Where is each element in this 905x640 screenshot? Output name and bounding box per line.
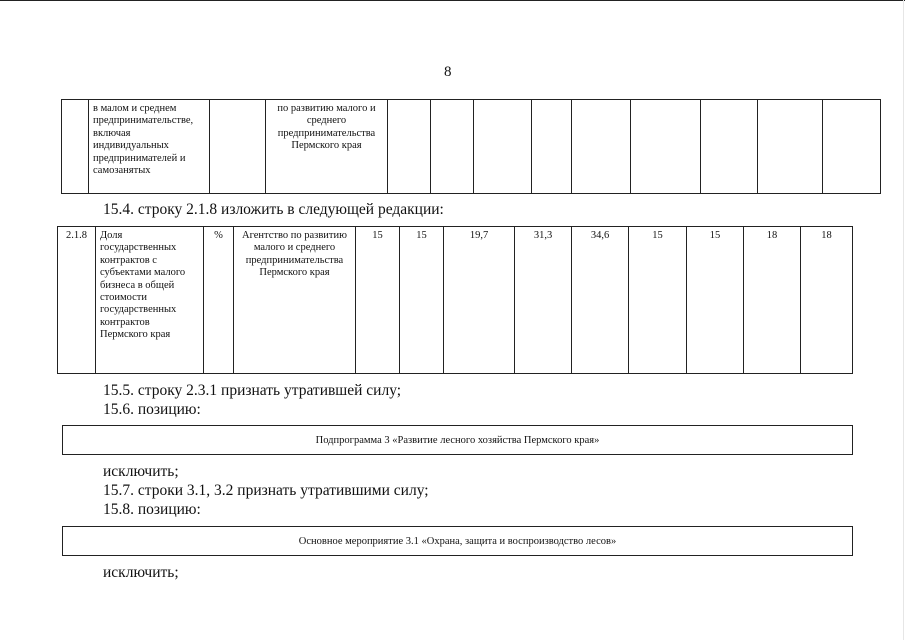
table-cell-unit: % — [204, 227, 234, 374]
exclude-text-1: исключить; — [103, 463, 179, 480]
paragraph-15-6: 15.6. позицию: — [103, 401, 201, 418]
table-cell-agency: по развитию малого и среднего предпринимательства Пермского края — [266, 100, 388, 194]
paragraph-15-5: 15.5. строку 2.3.1 признать утратившей силу; — [103, 382, 402, 399]
table-cell — [210, 100, 266, 194]
table-row-2-1-8 — [57, 226, 853, 374]
table-cell-value: 15 — [629, 227, 687, 374]
table-cell-number: 2.1.8 — [58, 227, 96, 374]
exclude-text-2: исключить; — [103, 564, 179, 581]
table-cell — [388, 100, 431, 194]
table-cell — [474, 100, 532, 194]
table-cell — [62, 100, 89, 194]
table-cell — [701, 100, 758, 194]
table-row — [62, 100, 881, 194]
paragraph-15-7: 15.7. строки 3.1, 3.2 признать утратившими силу; — [103, 482, 429, 499]
table-cell-indicator: в малом и среднем предпринимательстве, включая индивидуальных предпринимателей и самозанятых — [89, 100, 210, 194]
table-cell-value: 34,6 — [572, 227, 629, 374]
table-cell-value: 31,3 — [515, 227, 572, 374]
table-cell — [431, 100, 474, 194]
table-cell — [823, 100, 881, 194]
subprogram-3-box — [62, 425, 853, 455]
main-activity-3-1-label: Основное мероприятие 3.1 «Охрана, защита и воспроизводство лесов» — [298, 535, 617, 547]
page-right-edge — [903, 0, 904, 640]
table-cell-value: 19,7 — [444, 227, 515, 374]
table-cell — [758, 100, 823, 194]
page-top-edge — [0, 0, 905, 1]
table-cell-value: 15 — [400, 227, 444, 374]
main-activity-3-1-box — [62, 526, 853, 556]
page-number: 8 — [444, 64, 452, 80]
table-cell-value: 15 — [356, 227, 400, 374]
subprogram-3-label: Подпрограмма 3 «Развитие лесного хозяйства Пермского края» — [315, 434, 600, 446]
table-cell-agency: Агентство по развитию малого и среднего предпринимательства Пермского края — [234, 227, 356, 374]
table-cell-value: 18 — [801, 227, 853, 374]
table-row — [58, 227, 853, 374]
paragraph-15-8: 15.8. позицию: — [103, 501, 201, 518]
table-cell — [631, 100, 701, 194]
table-cell-indicator: Доля государственных контрактов с субъектами малого бизнеса в общей стоимости государственных контрактов Пермского края — [96, 227, 204, 374]
table-cell-value: 18 — [744, 227, 801, 374]
table-cell — [532, 100, 572, 194]
paragraph-15-4: 15.4. строку 2.1.8 изложить в следующей редакции: — [103, 201, 444, 218]
table-continuation — [61, 99, 881, 194]
table-cell — [572, 100, 631, 194]
table-cell-value: 15 — [687, 227, 744, 374]
